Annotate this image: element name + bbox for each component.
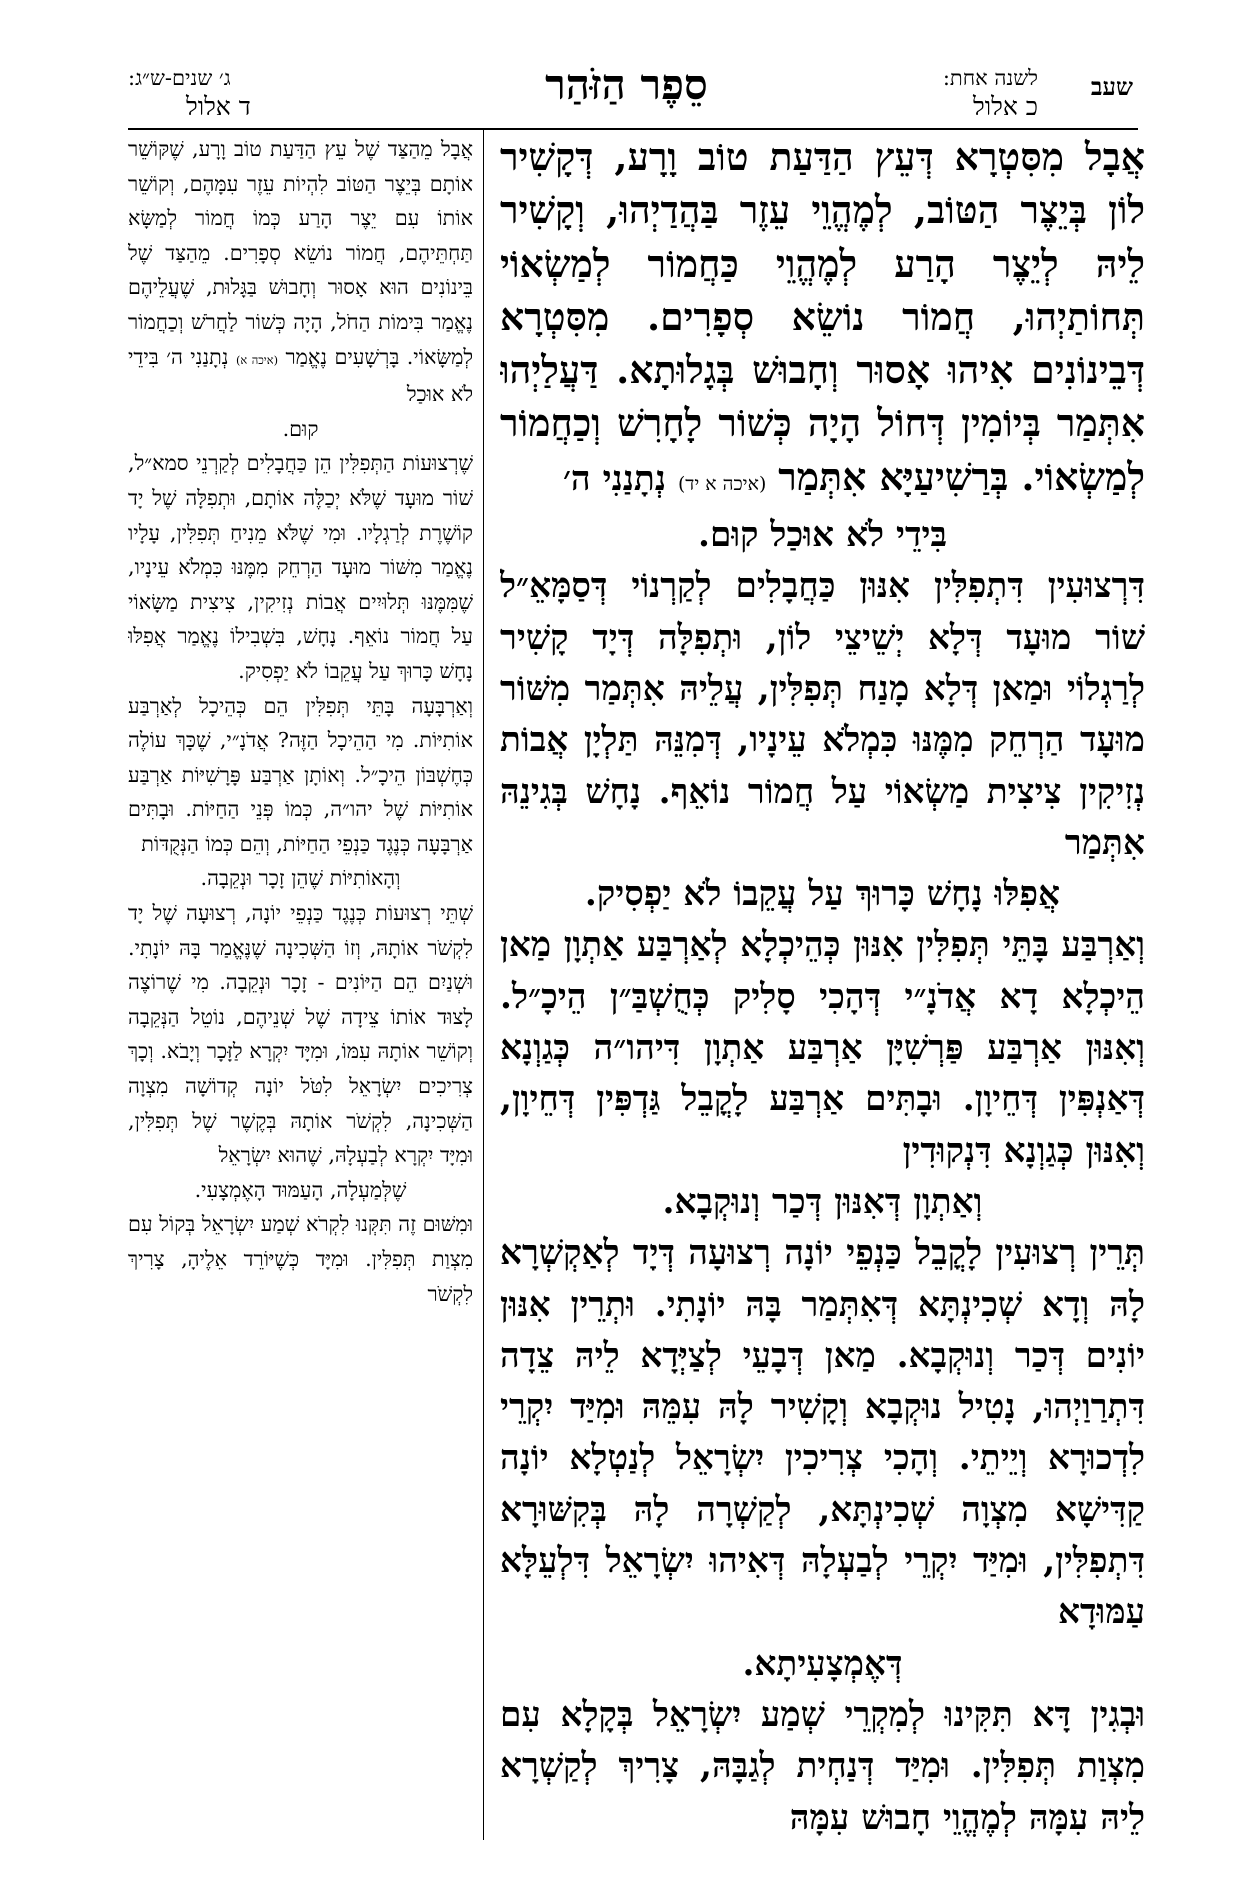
main-paragraph-3: וְאַרְבַּע בָּתֵּי תְּפִלִּין אִנּוּן כְּהֵיכְלָא לְאַרְבַּע אַתְוָן מַאן הֵיכְלָא דָא אֲדֹנָ״י דְּהָכִי סָלִיק כְּחֻשְׁבַּ״ן הֵיכָ״ל. וְאִנּוּן אַרְבַּע פַּרְשִׁיָּן אַרְבַּע אַתְוָן דִּיהו״ה כְּגַוְנָא דְּאַנְפִּין דְּחֵיוָן. וּבָתִּים אַרְבַּע לָקֳבֵל גַּדְפִּין דְּחֵיוָן, וְאִנּוּן כְּגַוְנָא דִּנְקוּדִין: [500, 925, 1145, 1171]
page-number: שעב: [1090, 72, 1133, 101]
side-paragraph-5: וּמִשּׁוּם זֶה תִּקְּנוּ לִקְרֹא שְׁמַע יִשְׂרָאֵל בְּקוֹל עִם מִצְוַת תְּפִלִּין. וּמִיָּד כְּשֶׁיּוֹרֵד אֵלֶיהָ, צָרִיךְ לִקְשֹׁר: [128, 1212, 473, 1306]
main-paragraph-5: וּבְגִין דָּא תִּקִּינוּ לְמִקְרֵי שְׁמַע יִשְׂרָאֵל בְּקָלָא עִם מִצְוַת תְּפִלִּין. וּמִיַּד דְּנַחְית לְגַבָּהּ, צָרִיךְ לְקַשְׁרָא לֵיהּ עִמָּהּ לְמֶהֱוֵי חָבוּשׁ עִמָּהּ: [500, 1694, 1145, 1838]
aramaic-text-column: [500, 132, 1145, 1872]
side-paragraph-3-end: וְהָאוֹתִיּוֹת שֶׁהֵן זָכָר וּנְקֵבָה.: [200, 866, 401, 891]
side-paragraph-4-end: שֶׁלְּמַעְלָה, הָעַמּוּד הָאֶמְצָעִי.: [194, 1177, 407, 1202]
reading-date-three-years: ד אלול: [186, 92, 251, 121]
main-paragraph-3-end: וְאַתְוָן דְּאִנּוּן דְּכַר וְנוּקְבָא.: [662, 1181, 983, 1222]
side-paragraph-1-end: קוּם.: [282, 416, 319, 441]
hebrew-translation-column: [128, 132, 473, 1872]
reading-date-one-year: כ אלול: [973, 92, 1038, 121]
main-paragraph-4: תְּרֵין רְצוּעִין לָקֳבֵל כַּנְפֵי יוֹנָה רְצוּעָה דְּיָד לְאַקְשְׁרָא לָהּ וְדָא שְׁכִינְתָּא דְּאִתְּמַר בָּהּ יוֹנָתִי. וּתְרֵין אִנּוּן יוֹנִים דְּכַר וְנוּקְבָא. מַאן דְּבָעֵי לְצַיְּדָא לֵיהּ צֵדָה דִּתְרַוַיְהוּ, נָטִיל נוּקְבָא וְקָשִׁיר לָהּ עִמֵּהּ וּמִיַּד יִקְרֵי לִדְכוּרָא וְיֵיתֵי. וְהָכִי צְרִיכִין יִשְׂרָאֵל לְנַטְלָא יוֹנָה קַדִּישָׁא מִצְוָה שְׁכִינְתָּא, לְקַשְׁרָה לָהּ בְּקִשּׁוּרָא דִּתְפִלִּין, וּמִיַּד יִקְרֵי לְבַעְלָהּ דְּאִיהוּ יִשְׂרָאֵל דִּלְעֵלָּא עַמּוּדָא: [500, 1233, 1145, 1633]
column-divider: [483, 128, 484, 1840]
reading-schedule-one-year: לשנה אחת:: [942, 66, 1038, 90]
side-paragraph-2: שֶׁרְצוּעוֹת הַתְּפִלִּין הֵן כַּחֲבָלִים לְקַרְנֵי סמא״ל, שׁוֹר מוּעָד שֶׁלֹּא יְכַלֶּה אוֹתָם, וּתְפִלָּה שֶׁל יָד קוֹשֶׁרֶת לְרַגְלָיו. וּמִי שֶׁלֹּא מֵנִיחַ תְּפִלִּין, עָלָיו נֶאֱמַר מִשּׁוֹר מוּעָד הַרְחֵק מִמֶּנּוּ כִּמְלֹא עֵינָיו, שֶׁמִּמֶּנּוּ תְּלוּיִים אֲבוֹת נְזִיקִין, צִיצִית מַשָּׂאוֹי עַל חֲמוֹר נוֹאֵף. נָחָשׁ, בִּשְׁבִילוֹ נֶאֱמַר אֲפִלּוּ נָחָשׁ כָּרוּךְ עַל עֲקֵבוֹ לֹא יַפְסִיק.: [128, 451, 473, 683]
side-paragraph-3: וְאַרְבָּעָה בָּתֵּי תְּפִלִּין הֵם כְּהֵיכָל לְאַרְבַּע אוֹתִיּוֹת. מִי הַהֵיכָל הַזֶּה? אֲדֹנָ״י, שֶׁכָּךְ עוֹלֶה כְּחֶשְׁבּוֹן הֵיכָ״ל. וְאוֹתָן אַרְבַּע פָּרָשִׁיּוֹת אַרְבַּע אוֹתִיּוֹת שֶׁל יהו״ה, כְּמוֹ פְּנֵי הַחַיּוֹת. וּבָתִּים אַרְבָּעָה כְּנֶגֶד כַּנְפֵי הַחַיּוֹת, וְהֵם כְּמוֹ הַנְּקֻדּוֹת: [128, 693, 473, 856]
side-paragraph-4: שְׁתֵּי רְצוּעוֹת כְּנֶגֶד כַּנְפֵי יוֹנָה, רְצוּעָה שֶׁל יָד לִקְשֹׁר אוֹתָהּ, וְזוֹ הַשְּׁכִינָה שֶׁנֶּאֱמַר בָּהּ יוֹנָתִי. וּשְׁנַיִם הֵם הַיּוֹנִים - זָכָר וּנְקֵבָה. מִי שֶׁרוֹצֶה לָצוּד אוֹתוֹ צֵידָה שֶׁל שְׁנֵיהֶם, נוֹטֵל הַנְּקֵבָה וְקוֹשֵׁר אוֹתָהּ עִמּוֹ, וּמִיָּד יִקְרָא לַזָּכָר וְיָבֹא. וְכָךְ צְרִיכִים יִשְׂרָאֵל לִטֹּל יוֹנָה קְדוֹשָׁה מִצְוָה הַשְּׁכִינָה, לִקְשֹׁר אוֹתָהּ בְּקֶשֶׁר שֶׁל תְּפִלִּין, וּמִיָּד יִקְרָא לְבַעְלָהּ, שֶׁהוּא יִשְׂרָאֵל: [128, 901, 473, 1168]
book-title: סֵפֶר הַזֹּהַר: [545, 60, 708, 109]
verse-reference: (איכה א יד): [677, 472, 767, 495]
main-paragraph-1: אֲבָל מִסִּטְרָא דְּעֵץ הַדַּעַת טוֹב וָרָע, דְּקָשִׁיר לוֹן בְּיֵצֶר הַטּוֹב, לְמֶהֱוֵי עֵזֶר בַּהֲדַיְהוּ, וְקָשִׁיר לֵיהּ לְיֵצֶר הָרַע לְמֶהֱוֵי כַּחֲמוֹר לְמַשְׂאוֹי תְּחוֹתַיְהוּ, חֲמוֹר נוֹשֵׂא סְפָרִים. מִסִּטְרָא דְּבֵינוֹנִים אִיהוּ אָסוּר וְחָבוּשׁ בְּגָלוּתָא. דַּעֲלַיְהוּ אִתְּמַר בְּיוֹמִין דְּחוֹל הָיָה כְּשׁוֹר לָחָרִשׁ וְכַחֲמוֹר לְמַשְׂאוֹי. בְּרַשִׁיעַיָּא אִתְּמַר (איכה א יד) נְתָנַנִי ה׳: [500, 135, 1145, 499]
main-paragraph-2-end: אֲפִלּוּ נָחָשׁ כָּרוּךְ עַל עֲקֵבוֹ לֹא יַפְסִיק.: [584, 874, 1061, 915]
main-paragraph-2: דִּרְצוּעִין דִּתְפִלִּין אִנּוּן כַּחֲבָלִים לְקַרְנוֹי דְּסַמָּאֵ״ל שׁוֹר מוּעָד דְּלָא יְשֵׁיצֵי לוֹן, וּתְפִלָּה דְּיָד קָשִׁיר לְרַגְלוֹי וּמַאן דְּלָא מָנַח תְּפִלִּין, עֲלֵיהּ אִתְּמַר מִשּׁוֹר מוּעָד הַרְחֵק מִמֶּנּוּ כִּמְלֹא עֵינָיו, דְּמִנֵּהּ תַּלְיָן אֲבוֹת נְזִיקִין צִיצִית מַשְׂאוֹי עַל חֲמוֹר נוֹאֵף. נָחָשׁ בְּגִינֵהּ אִתְּמַר: [500, 566, 1145, 863]
side-paragraph-1: אֲבָל מֵהַצַּד שֶׁל עֵץ הַדַּעַת טוֹב וָרָע, שֶׁקּוֹשֵׁר אוֹתָם בְּיֵצֶר הַטּוֹב לִהְיוֹת עֵזֶר עִמָּהֶם, וְקוֹשֵׁר אוֹתוֹ עִם יֵצֶר הָרַע כְּמוֹ חֲמוֹר לְמַשָּׂא תַּחְתֵּיהֶם, חֲמוֹר נוֹשֵׂא סְפָרִים. מֵהַצַּד שֶׁל בֵּינוֹנִים הוּא אָסוּר וְחָבוּשׁ בַּגָּלוּת, שֶׁעֲלֵיהֶם נֶאֱמַר בִּימוֹת הַחֹל, הָיָה כְּשׁוֹר לַחֲרֹשׁ וְכַחֲמוֹר לְמַשָּׂאוֹי. בָּרְשָׁעִים נֶאֱמַר (איכה א) נְתָנַנִי ה׳ בִּידֵי לֹא אוּכַל: [128, 137, 473, 407]
main-paragraph-4-end: דְּאֶמְצָעִיתָא.: [742, 1643, 903, 1684]
page-header: [0, 0, 1253, 125]
main-paragraph-1-end: בִּידֵי לֹא אוּכַל קוּם.: [698, 515, 947, 556]
reading-schedule-three-years: ג׳ שנים-ש״ג:: [128, 66, 231, 90]
verse-reference: (איכה א): [235, 352, 279, 367]
header-divider: [128, 128, 1138, 130]
